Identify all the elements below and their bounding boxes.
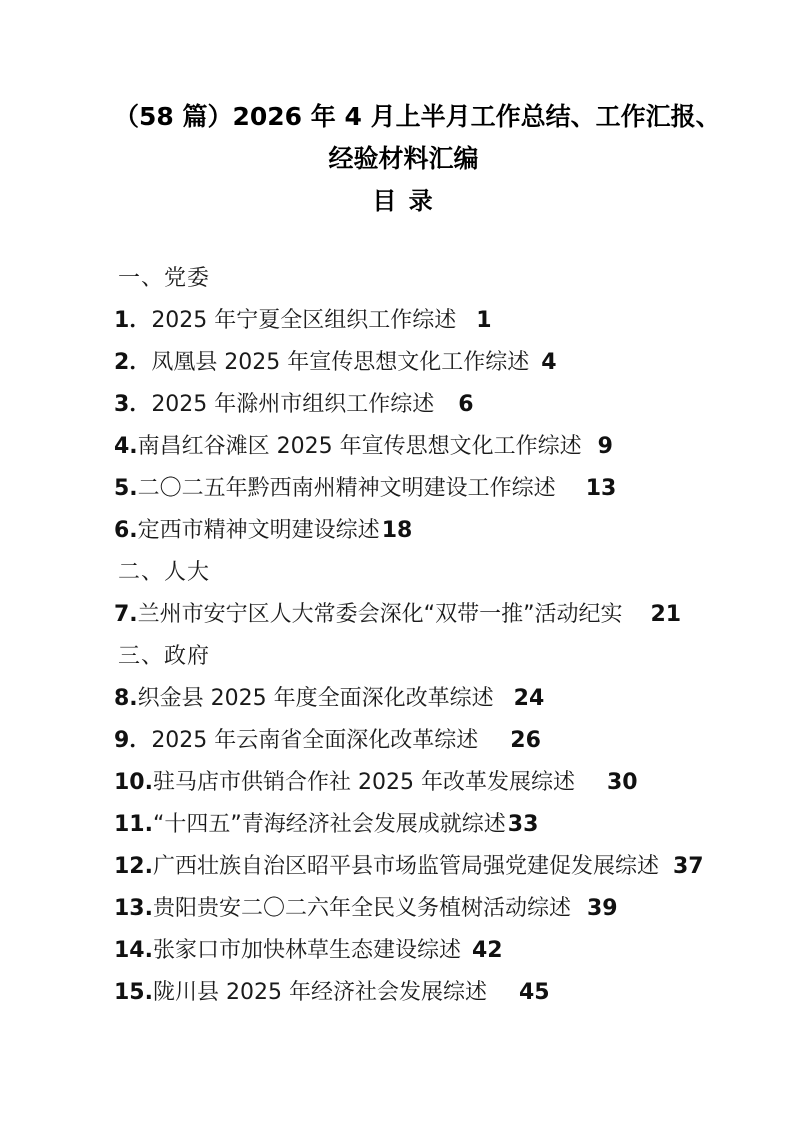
toc-item-number: 4.	[114, 434, 138, 459]
toc-item-number: 13.	[114, 896, 153, 921]
toc-item-gap	[659, 872, 673, 873]
toc-item-page-number: 33	[507, 812, 539, 837]
toc-section-label: 二、人大	[118, 560, 211, 585]
toc-item-number: 3．	[114, 392, 152, 417]
toc-list	[114, 258, 704, 1014]
toc-item-gap	[434, 410, 458, 411]
toc-item-gap	[456, 326, 476, 327]
toc-section-heading	[114, 258, 693, 300]
toc-item-title: 张家口市加快林草生态建设综述	[152, 938, 461, 963]
toc-item-page-number: 13	[585, 476, 617, 501]
toc-item-title: 南昌红谷滩区 2025 年宣传思想文化工作综述	[137, 434, 582, 459]
toc-item-number: 11.	[114, 812, 153, 837]
toc-item	[114, 888, 693, 930]
toc-item-number: 8.	[114, 686, 138, 711]
toc-item-gap	[478, 746, 510, 747]
toc-item	[114, 510, 693, 552]
toc-item	[114, 804, 693, 846]
toc-item-gap	[529, 368, 541, 369]
toc-item-number: 5.	[114, 476, 138, 501]
toc-section-label: 一、党委	[118, 266, 211, 291]
toc-item-number: 10.	[114, 770, 153, 795]
document-title	[114, 96, 721, 180]
toc-item-gap	[575, 788, 607, 789]
toc-item-title: 陇川县 2025 年经济社会发展综述	[152, 980, 487, 1005]
toc-item-number: 7.	[114, 602, 138, 627]
toc-item-page-number: 42	[472, 938, 503, 963]
toc-item	[114, 426, 693, 468]
toc-item-page-number: 6	[458, 392, 474, 417]
toc-item-title: 凤凰县 2025 年宣传思想文化工作综述	[151, 350, 530, 375]
toc-item-page-number: 39	[587, 896, 618, 921]
toc-item	[114, 468, 693, 510]
toc-item-gap	[582, 452, 598, 453]
toc-item-title: 定西市精神文明建设综述	[137, 518, 380, 543]
toc-item	[114, 384, 693, 426]
toc-item-number: 6.	[114, 518, 138, 543]
toc-item-number: 12.	[114, 854, 153, 879]
toc-item	[114, 930, 693, 972]
document-title-line1: （58 篇）2026 年 4 月上半月工作总结、工作汇报、	[114, 102, 721, 131]
toc-item-gap	[571, 914, 587, 915]
toc-item-page-number: 18	[381, 518, 413, 543]
toc-item-gap	[494, 704, 514, 705]
toc-item	[114, 720, 693, 762]
toc-item-number: 15.	[114, 980, 153, 1005]
toc-item	[114, 300, 693, 342]
toc-item-page-number: 45	[518, 980, 550, 1005]
toc-item-gap	[487, 998, 519, 999]
toc-item-title: 广西壮族自治区昭平县市场监管局强党建促发展综述	[152, 854, 659, 879]
toc-item-page-number: 37	[673, 854, 704, 879]
toc-item-title: 2025 年宁夏全区组织工作综述	[151, 308, 457, 333]
document-title-line2: 经验材料汇编	[328, 144, 479, 173]
toc-item-title: 二〇二五年黔西南州精神文明建设工作综述	[137, 476, 556, 501]
toc-item-title: “十四五”青海经济社会发展成就综述	[152, 812, 506, 837]
toc-item-page-number: 21	[650, 602, 682, 627]
toc-item-title: 兰州市安宁区人大常委会深化“双带一推”活动纪实	[137, 602, 623, 627]
toc-item-gap	[461, 956, 472, 957]
toc-item-number: 2．	[114, 350, 152, 375]
toc-item-number: 1．	[114, 308, 152, 333]
toc-section-label: 三、政府	[118, 644, 211, 669]
toc-section-heading	[114, 636, 693, 678]
toc-section-heading	[114, 552, 693, 594]
toc-item	[114, 342, 693, 384]
toc-item	[114, 594, 693, 636]
toc-item-title: 2025 年云南省全面深化改革综述	[151, 728, 479, 753]
toc-item-page-number: 24	[513, 686, 545, 711]
toc-item	[114, 846, 704, 888]
toc-item-page-number: 30	[606, 770, 638, 795]
toc-item-page-number: 1	[476, 308, 492, 333]
toc-item-number: 9．	[114, 728, 152, 753]
toc-item-title: 织金县 2025 年度全面深化改革综述	[137, 686, 494, 711]
toc-heading: 目 录	[372, 187, 435, 215]
toc-item-page-number: 26	[510, 728, 541, 753]
toc-item-title: 驻马店市供销合作社 2025 年改革发展综述	[152, 770, 575, 795]
toc-item-title: 贵阳贵安二〇二六年全民义务植树活动综述	[152, 896, 571, 921]
toc-item-number: 14.	[114, 938, 153, 963]
toc-item-title: 2025 年滁州市组织工作综述	[151, 392, 435, 417]
toc-item-page-number: 4	[541, 350, 557, 375]
toc-item-gap	[622, 620, 650, 621]
toc-item	[114, 762, 693, 804]
toc-item-gap	[556, 494, 586, 495]
toc-item	[114, 678, 693, 720]
toc-item	[114, 972, 693, 1014]
toc-item-page-number: 9	[597, 434, 613, 459]
